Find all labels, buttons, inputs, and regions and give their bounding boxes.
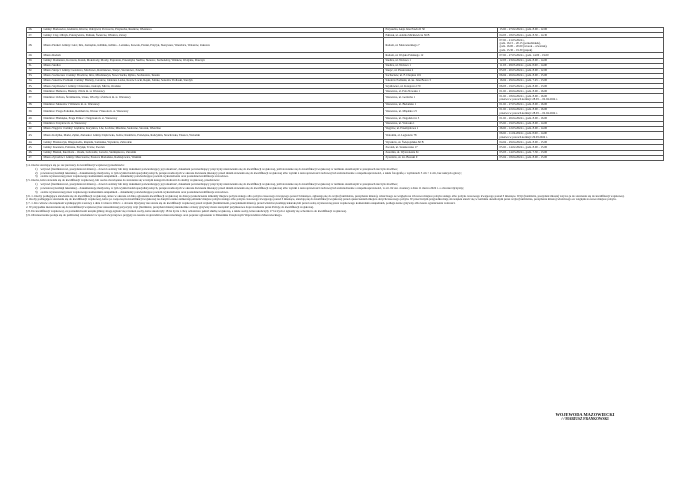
note-paragraph: § 7. 1. Kto wbrew obowiązkom wynikającym z ustawy z dnia 11 marca 2022 r. o obronie Ojczyzny nie stawia się do kwalifikacji wojskowej przed wójtem (burmistrzem, prezydentem miasta), przed właściwą komisją lekarską lub przed osobą wyznaczoną przez wojskowego komendanta uzupełnień, podlega karze grzywny albo karze ograniczenia wolności. <box>26 201 456 206</box>
session-dates: 01.02 – 26.04.2024 r., godz. 8.00 – 16.00 <box>498 116 664 121</box>
row-number: 35. <box>27 84 42 89</box>
commission-address: Wołomin, al. Legionów 78 <box>384 131 498 139</box>
commission-address: Żuromin, ul. Wyzwolenia 61 <box>384 150 498 155</box>
session-dates: 16.04 – 29.04.2024 r., godz. 7.45 – 13.00 <box>498 79 664 84</box>
note-paragraph: 2) powiatowej komisji lekarskiej – dokumentację medyczną, w tym wyniki badań specjalistycznych, przeprowadzonych w okresie dwunastu miesięcy przed dniem stawienia się do kwalifikacji wojskowej albo wyniki z testu sprawności ruchowej lub zaświadczenie o niepełnosprawności, a także fotografię o wymiarach 3 cm × 4 cm, bez nakrycia głowy; <box>35 170 462 175</box>
session-dates: 05.03 – 20.03.2024 r., godz. 8.00 – 12.00 <box>498 68 664 73</box>
row-number: 36. <box>27 89 42 94</box>
municipality-list: Miasto Żyrardów i Gminy: Mszczonów, Puszcza Mariańska, Radziejowice, Wiskitki <box>42 155 384 160</box>
commission-address: Węgrów, ul. Przemysłowa 1 <box>384 126 498 131</box>
row-number: 32. <box>27 68 42 73</box>
commission-address: Sokołów Podlaski, ul. ks. Jana Bosco 3 <box>384 79 498 84</box>
row-number: 46. <box>27 150 42 155</box>
note-paragraph: 1) wójtowi (burmistrzowi, prezydentowi miasta) – dowód osobisty lub inny dokument potwierdzający jej tożsamość, dokument potwierdzający przyczyny niestawienia się do kwalifikacji wojskowej, jeśli stawienie się do kwalifikacji wojskowej w terminie określonym w przepisach nie było możliwe; <box>35 182 398 187</box>
municipality-list: Dzielnice: Bemowo, Bielany i Wola m. st. Warszawy <box>42 89 384 94</box>
commission-address: Przysucha, Aleja Jana Pawła II 50 <box>384 28 498 33</box>
note-paragraph: 2. W przypadku niestawienia się do kwalifikacji wojskowej bez uzasadnionej przyczyny wójt (burmistrz, prezydent miasta) niezależnie od kary grzywny może zarządzić przymusowe doprowadzenie przez Policję do kwalifikacji wojskowej. <box>26 205 314 210</box>
session-dates: 04.04 – 29.04.2024 r., godz. 8.00 – 15.00 <box>498 140 664 145</box>
row-number: 26. <box>27 28 42 33</box>
session-dates: 06.02 – 11.04.2024 r., godz. 8.00 – 14.00 przerwa w pracach komisji: 29.03.2024 r. <box>498 131 664 139</box>
municipality-list: Gminy: Brańszczyk, Długosiodło, Rząśnik, Somianka, Wyszków, Zabrodzie <box>42 140 384 145</box>
municipality-list: Miasto Siedlce <box>42 63 384 68</box>
session-dates: 05.02 – 14.02.2024 r., godz. 8.00 – 15.00 <box>498 145 664 150</box>
note-paragraph: § 4. Osoba stawiająca się po raz pierwszy do kwalifikacji wojskowej przedstawia: <box>26 162 125 167</box>
row-number: 31. <box>27 63 42 68</box>
row-number: 45. <box>27 145 42 150</box>
note-paragraph: 3) osobie wyznaczonej przez wojskowego komendanta uzupełnień – dokumenty potwierdzające poziom wykształcenia oraz posiadane kwalifikacje zawodowe. <box>35 174 229 179</box>
municipality-list: Dzielnica: Ursynów m. st. Warszawy <box>42 121 384 126</box>
signature-name: /-/ MARIUSZ FRANKOWSKI <box>561 417 609 422</box>
commission-address: Radom, ul. Mazowieckiego 7 <box>384 38 498 53</box>
session-dates: 05.04 – 18.04.2024 r., godz. 8.00 – 15.00 <box>498 155 664 160</box>
commission-address: Wyszków, ul. Świętojańska 82 B <box>384 140 498 145</box>
municipality-list: Gminy: Cisy, Olbryk, Pokrzywnica, Pułtusk, Świercze, Winnica, Zatory <box>42 33 384 38</box>
table-row <box>27 155 664 160</box>
row-number: 40. <box>27 116 42 121</box>
commission-address: Warszawa, ul. Nagodziców 3 <box>384 116 498 121</box>
session-dates: 01.02 – 22.04.2024 r., godz. 8.00 – 16.00 przerwa w pracach komisji: 28.03. – 02.04.2024 r. <box>498 108 664 116</box>
row-number: 27. <box>27 33 42 38</box>
commission-address: Radom, ul. Wojska Polskiego 12 <box>384 53 498 58</box>
note-paragraph: 2. Osoby podlegające stawieniu się do kwalifikacji wojskowej, które po rozpoczęciu kwalifikacji wojskowej na danym terenie zamierzają zmienić miejsce pobytu stałego albo pobytu czasowego trwającego ponad 3 miesiące, stawiają się do kwalifikacji wojskowej przed opuszczeniem miejsca dotychczasowego pobytu. W przeciwnym przypadku mają obowiązek stawić się w terminie określonym przez wójta (burmistrza, prezydenta miasta) właściwego ze względu na nowe miejsce pobytu. <box>26 197 617 202</box>
commission-address: Siedlce, ul. Wołowa 1 <box>384 58 498 63</box>
session-dates: 11.03 – 28.03.2024 r., godz. 8.00 – 14.00 <box>498 63 664 68</box>
municipality-list: Miasto Węgrów i Gminy: Grębków, Korytnica, Liw, Łochów, Miedzna, Sadowne, Stoczek, Wierzbno <box>42 126 384 131</box>
municipality-list: Miasto Radom <box>42 53 384 58</box>
row-number: 39. <box>27 108 42 116</box>
session-dates: 05.02 – 19.03.2024 r., godz. 8.00 – 14.00 <box>498 121 664 126</box>
row-number: 44. <box>27 140 42 145</box>
municipality-list: Gminy: Domanice, Korczew, Kotuń, Mokobody, Mordy, Paprotnia, Przesmyki, Siedlce, Skórzec, Suchożebry, Wiśniew, Wodynie, Zbuczyn <box>42 58 384 63</box>
municipality-list: Miasto Pionki i Gminy: Głoć, Iłża, Jastrzębia, Jedlińsk, Jedlnia – Letnisko, Kowala, Pionki, Przytyk, Skaryszew, Wierzbica, Wolanów, Zakrzew <box>42 38 384 53</box>
municipality-list: Gminy: Kazanów, Policzna, Przyłęk, Tczów, Zwoleń <box>42 145 384 150</box>
row-number: 33. <box>27 73 42 78</box>
schedule-table-body <box>27 28 664 161</box>
commission-address: Żyrardów, ul. św. Brzeski 9 <box>384 155 498 160</box>
commission-address: Pułtusk, ul. Adama Mickiewicza 36 B <box>384 33 498 38</box>
note-paragraph: 1) wójtowi (burmistrzowi, prezydentowi miasta) – dowód osobisty lub inny dokument potwierdzający jej tożsamość, dokument potwierdzający przyczyny niestawienia się do kwalifikacji wojskowej, jeśli stawienie się do kwalifikacji wojskowej w terminie określonym w przepisach nie było możliwe; <box>35 166 398 171</box>
municipality-list: Gminy: Borkowice, Gielniów, Klwów, Odrzywół, Potworów, Przysucha, Rusinów, Wieniawa <box>42 28 384 33</box>
row-number: 47. <box>27 155 42 160</box>
municipality-list: Dzielnice: Praga-Południe, Rembertów, Wawer i Wesoła m. st. Warszawy <box>42 108 384 116</box>
commission-address: Warszawa, al. Pola Nowaka 1 <box>384 89 498 94</box>
schedule-table <box>26 27 664 161</box>
signature-title: WOJEWODA MAZOWIECKI <box>555 412 615 417</box>
session-dates: 04.03 – 18.03.2024 r., godz. 8.30 – 14.30 <box>498 33 664 38</box>
note-paragraph: § 9. Obwieszczenie podaje się do publicznej wiadomości w sposób zwyczajowo przyjęty na terenie województwa mazowieckiego oraz poprzez ogłoszenie w Dzienniku Urzędowym Województwa Mazowieckiego. <box>26 212 283 217</box>
note-paragraph: 3) osobie wyznaczonej przez wojskowego komendanta uzupełnień – dokumenty potwierdzające poziom wykształcenia oraz posiadane kwalifikacje zawodowe. <box>35 189 229 194</box>
note-paragraph: § 8. Do kwalifikacji wojskowej, za pośrednictwem urzędu gminy, mogą zgłosić się również osoby, które ukończyły 18 lat życia i chcą ochotniczo pełnić służbę wojskową, a także osoby, które ukończyły 17 lat życia i zgłosiły się ochotniczo do kwalifikacji wojskowej. <box>26 208 347 213</box>
session-dates: 07.02 – 27.03.2024 r., godz. 14.00 – 19.00 <box>498 53 664 58</box>
commission-address: Warszawa, ul. Wołoska 1 <box>384 121 498 126</box>
commission-address: Siedlce, ul. Wołowa 1 <box>384 63 498 68</box>
municipality-list: Dzielnice: Ochota, Śródmieście, Ursus, Włochy i Żoliborz m. st. Warszawy <box>42 94 384 102</box>
commission-address: Warszawa, ul. Gerlacha 1 <box>384 94 498 102</box>
document-page <box>26 27 664 218</box>
session-dates: 07.02 – 21.03.2024 r., godz. 16.15 – 20.15 (poniedziałek), godz. 16.00 – 20.00 (wtorek – czwartek), godz. 15.30 – 19.30 (piątek) <box>498 38 664 53</box>
municipality-list: Miasto Sierpc i Gminy: Gozdowo, Mochowo, Rościszewo, Sierpc, Szczutowo, Zawidz <box>42 68 384 73</box>
commission-address: Warszawa, ul. Mlądzka 1/5 <box>384 108 498 116</box>
table-row <box>27 94 664 102</box>
session-dates: 01.02 – 18.04.2024 r., godz. 8.00 – 16.00 przerwa w pracach komisji: 28.03. – 02.04.2024 r. <box>498 94 664 102</box>
row-number: 28. <box>27 38 42 53</box>
session-dates: 06.04 – 26.04.2024 r., godz. 8.00 – 15.00 <box>498 73 664 78</box>
municipality-list: Dzielnice: Mokotów i Wilanów m. st. Warszawy <box>42 102 384 107</box>
session-dates: 01.02 – 26.04.2024 r., godz. 8.00 – 16.00 <box>498 89 664 94</box>
table-row <box>27 108 664 116</box>
table-row <box>27 38 664 53</box>
municipality-list: Gminy: Bieżuń, Kuczbork – Osada, Lubowidz, Lutocin, Siemiątkowo, Żuromin <box>42 150 384 155</box>
session-dates: 06.03 – 19.03.2024 r., godz. 8.00 – 13.00 <box>498 84 664 89</box>
table-row <box>27 131 664 139</box>
municipality-list: Miasto Kobyłka, Marki, Ząbki, Zielonka i Gminy: Dąbrówka, Jadów, Klembów, Poświętne, Radzymin, Strachówka, Tłuszcz, Wołomin <box>42 131 384 139</box>
row-number: 29. <box>27 53 42 58</box>
session-dates: 15.02 – 27.02.2024 r., godz. 8.00 – 12.00 <box>498 28 664 33</box>
commission-address: Warszawa, ul. Bielańska 1 <box>384 102 498 107</box>
row-number: 38. <box>27 102 42 107</box>
row-number: 37. <box>27 94 42 102</box>
row-number: 30. <box>27 58 42 63</box>
commission-address: Sierpc, ul. Piastowska 2 <box>384 68 498 73</box>
row-number: 42. <box>27 126 42 131</box>
municipality-list: Miasto Sokołów Podlaski i Gminy: Bielany, Ceranów, Jabłonna Lacka, Kosów Lacki, Repki, Sabnie, Sokołów Podlaski, Sterdyń <box>42 79 384 84</box>
municipality-list: Dzielnice: Białołęka, Praga Północ i Targówek m. st. Warszawy <box>42 116 384 121</box>
note-paragraph: § 6. 1. Osoby podlegające stawieniu się do kwalifikacji wojskowej, które w okresie od dnia ogłoszenia kwalifikacji wojskowej do dnia jej zakończenia zmieniły miejsce pobytu stałego albo pobytu czasowego trwającego ponad 3 miesiące, zgłaszają się do wójta (burmistrza, prezydenta miasta), właściwego ze względu na ich nowe miejsce pobytu stałego albo pobytu czasowego trwającego ponad 3 miesiące. Wójt (burmistrz, prezydent miasta) wzywa je do stawienia się do kwalifikacji wojskowej. <box>26 193 625 198</box>
note-paragraph: 2) powiatowej komisji lekarskiej – dokumentację medyczną, w tym wyniki badań specjalistycznych, przeprowadzonych w okresie dwunastu miesięcy przed dniem stawienia się do kwalifikacji wojskowej albo wyniki z testu sprawności ruchowej lub zaświadczenie o niepełnosprawności, w art. 62 ust. 4 ustawy z dnia 11 marca 2022 r. o obronie Ojczyzny; <box>35 185 464 190</box>
commission-address: Szydłowiec, ul. Kolejowa 170 <box>384 84 498 89</box>
note-paragraph: § 5. Osoba, która stawiała się do kwalifikacji wojskowej, lub osoba obowiązana do stawienia się w innym kategorii zdolności do służby wojskowej, przedstawia: <box>26 178 220 183</box>
session-dates: 26.02 – 12.03.2024 r., godz. 8.00 – 14.00 <box>498 126 664 131</box>
row-number: 43. <box>27 131 42 139</box>
municipality-list: Miasto Sochaczew i Gminy: Brochów, Iłów, Młodzieszyn, Nowa Sucha, Rybno, Sochaczew, Teresin <box>42 73 384 78</box>
session-dates: 01.02 – 27.03.2024 r., godz. 8.00 – 16.00 <box>498 102 664 107</box>
commission-address: Sochaczew, ul. F. Chopina 101 <box>384 73 498 78</box>
row-number: 41. <box>27 121 42 126</box>
session-dates: 12.03 – 23.04.2024 r., godz. 8.00 – 14.00 <box>498 58 664 63</box>
legal-notes <box>26 164 663 218</box>
commission-address: Zwoleń, ul. Szankowska 17 <box>384 145 498 150</box>
session-dates: 05.03 – 14.03.2024 r., godz. 7.30 – 13.00 <box>498 150 664 155</box>
row-number: 34. <box>27 79 42 84</box>
municipality-list: Miasto Szydłowiec i Gminy: Chlewiska, Jastrząb, Mirów, Orońsko <box>42 84 384 89</box>
signature-block <box>515 412 655 422</box>
